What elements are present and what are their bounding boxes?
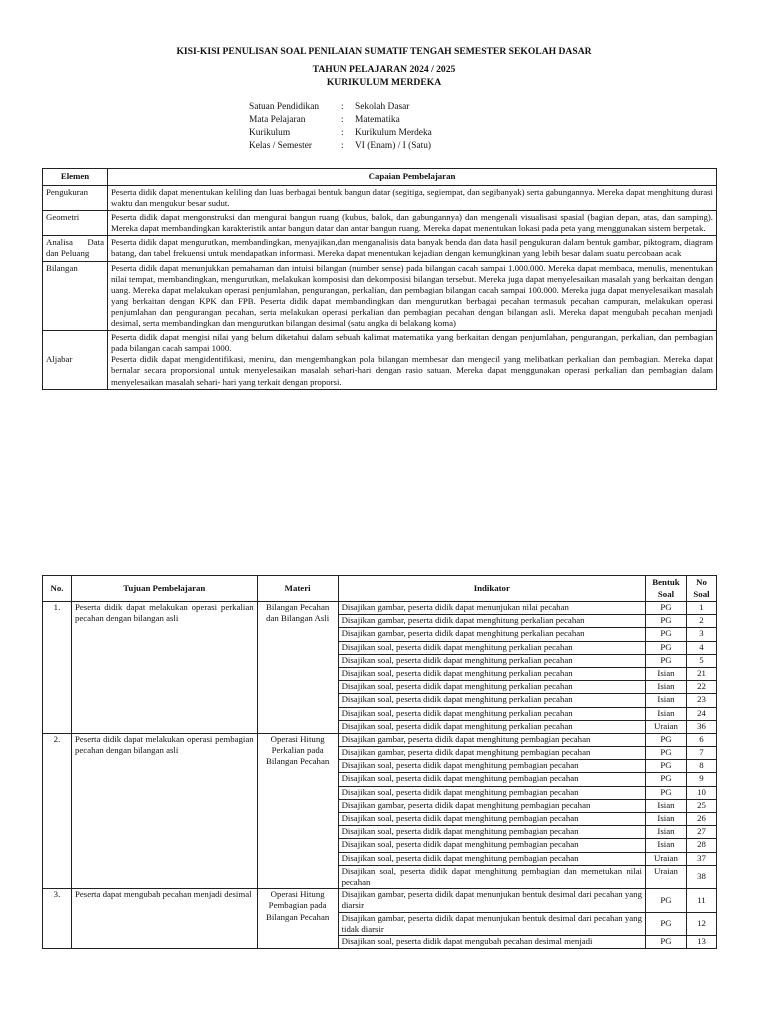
- table-row: [43, 733, 717, 746]
- bentuk-soal-cell: PG: [645, 733, 686, 746]
- indikator-cell: Disajikan soal, peserta didik dapat menghitung perkalian pecahan: [338, 641, 645, 654]
- bentuk-soal-cell: Uraian: [645, 720, 686, 733]
- bentuk-soal-cell: Uraian: [645, 865, 686, 888]
- indikator-cell: Disajikan gambar, peserta didik dapat menghitung pembagian pecahan: [338, 747, 645, 760]
- header-materi: Materi: [257, 576, 338, 602]
- meta-value: Sekolah Dasar: [355, 102, 410, 112]
- bentuk-soal-cell: PG: [645, 889, 686, 912]
- no-soal-cell: 28: [686, 839, 716, 852]
- bentuk-soal-cell: Isian: [645, 694, 686, 707]
- table-row: [43, 186, 717, 211]
- meta-row-mapel: [249, 114, 432, 127]
- indikator-cell: Disajikan soal, peserta didik dapat menghitung perkalian pecahan: [338, 681, 645, 694]
- indikator-cell: Disajikan soal, peserta didik dapat menghitung perkalian pecahan: [338, 694, 645, 707]
- indikator-cell: Disajikan gambar, peserta didik dapat menghitung pembagian pecahan: [338, 799, 645, 812]
- indikator-cell: Disajikan gambar, peserta didik dapat menunjukan bentuk desimal dari pecahan yang diarsir: [338, 889, 645, 912]
- bentuk-soal-cell: Isian: [645, 681, 686, 694]
- bentuk-soal-cell: Isian: [645, 799, 686, 812]
- tujuan-cell: Peserta didik dapat melakukan operasi pembagian pecahan dengan bilangan asli: [71, 733, 257, 888]
- tujuan-cell: Peserta didik dapat melakukan operasi perkalian pecahan dengan bilangan asli: [71, 602, 257, 734]
- indikator-cell: Disajikan gambar, peserta didik dapat menghitung pembagian pecahan: [338, 733, 645, 746]
- no-soal-cell: 11: [686, 889, 716, 912]
- capaian-cell: Peserta didik dapat menunjukkan pemahaman dan intuisi bilangan (number sense) pada bilangan cacah sampai 1.000.000. Mereka dapat membaca, menulis, menentukan nilai tempat, membandingkan, mengurutkan, melakukan komposisi dan dekomposisi bilangan tersebut. Mereka juga dapat menyelesaikan masalah yang berkaitan dengan uang. Mereka dapat melakukan operasi penjumlahan, pengurangan, perkalian, dan pembagian bilangan cacah sampai 100.000. Mereka juga dapat menyelesaikan masalah yang berkaitan dengan KPK dan FPB. Peserta didik dapat membandingkan dan mengurutkan berbagai pecahan termasuk pecahan campuran, melakukan operasi penjumlahan dan pengurangan pecahan, serta melakukan operasi perkalian dan pembagian pecahan dengan bilangan asli. Mereka dapat mengubah pecahan menjadi desimal, serta membandingkan dan mengurutkan bilangan desimal (satu angka di belakang koma): [108, 261, 717, 331]
- no-soal-cell: 12: [686, 912, 716, 935]
- meta-label: Kelas / Semester: [249, 141, 313, 152]
- no-soal-cell: 27: [686, 826, 716, 839]
- no-soal-cell: 38: [686, 865, 716, 888]
- table-row: [43, 889, 717, 912]
- no-soal-cell: 3: [686, 628, 716, 641]
- no-soal-cell: 23: [686, 694, 716, 707]
- row-number-cell: 1.: [43, 602, 72, 734]
- meta-label: Mata Pelajaran: [249, 115, 306, 126]
- row-number-cell: 3.: [43, 889, 72, 949]
- header-bentuk-soal: Bentuk Soal: [645, 576, 686, 602]
- meta-label: Satuan Pendidikan: [249, 102, 320, 112]
- table-row: [43, 602, 717, 615]
- elemen-cell: Pengukuran: [43, 186, 108, 211]
- bentuk-soal-cell: PG: [645, 628, 686, 641]
- indikator-cell: Disajikan soal, peserta didik dapat mengubah pecahan desimal menjadi: [338, 935, 645, 948]
- meta-value: VI (Enam) / I (Satu): [355, 141, 432, 152]
- header-indikator: Indikator: [338, 576, 645, 602]
- no-soal-cell: 7: [686, 747, 716, 760]
- elemen-cell: Aljabar: [43, 331, 108, 389]
- capaian-paragraph: Peserta didik dapat mengidentifikasi, meniru, dan mengembangkan pola bilangan membesar dan mengecil yang melibatkan perkalian dan pembagian. Mereka dapat bernalar secara proporsional untuk menyelesaikan masalah sehari-hari dengan rasio satuan. Mereka dapat menggunakan operasi perkalian dan pembagian dalam menyelesaikan masalah sehari- hari yang terkait dengan proporsi.: [111, 354, 713, 387]
- document-meta: [249, 101, 432, 153]
- header-elemen: Elemen: [43, 169, 108, 186]
- meta-colon: :: [341, 102, 344, 112]
- no-soal-cell: 21: [686, 667, 716, 680]
- bentuk-soal-cell: PG: [645, 935, 686, 948]
- no-soal-cell: 24: [686, 707, 716, 720]
- indikator-cell: Disajikan soal, peserta didik dapat menghitung pembagian pecahan: [338, 760, 645, 773]
- table-header-row: [43, 576, 717, 602]
- indikator-cell: Disajikan soal, peserta didik dapat menghitung perkalian pecahan: [338, 720, 645, 733]
- bentuk-soal-cell: Isian: [645, 813, 686, 826]
- elemen-cell: Geometri: [43, 211, 108, 236]
- document-title: KISI-KISI PENULISAN SOAL PENILAIAN SUMATIF TENGAH SEMESTER SEKOLAH DASAR: [176, 46, 592, 57]
- indikator-cell: Disajikan soal, peserta didik dapat menghitung pembagian pecahan: [338, 786, 645, 799]
- no-soal-cell: 6: [686, 733, 716, 746]
- table-row: [43, 236, 717, 261]
- header-no-soal: No Soal: [686, 576, 716, 602]
- meta-colon: :: [341, 141, 344, 152]
- bentuk-soal-cell: PG: [645, 615, 686, 628]
- capaian-cell: Peserta didik dapat mengonstruksi dan mengurai bangun ruang (kubus, balok, dan gabungannya) dan mengenali visualisasi spasial (bagian depan, atas, dan samping). Mereka dapat membandingkan karakteristik antar bangun datar dan antar bangun ruang. Mereka dapat menentukan lokasi pada peta yang menggunakan sistem berpetak.: [108, 211, 717, 236]
- no-soal-cell: 26: [686, 813, 716, 826]
- no-soal-cell: 5: [686, 654, 716, 667]
- tujuan-table-body: [43, 602, 717, 949]
- no-soal-cell: 2: [686, 615, 716, 628]
- indikator-cell: Disajikan soal, peserta didik dapat menghitung pembagian pecahan: [338, 826, 645, 839]
- bentuk-soal-cell: Isian: [645, 826, 686, 839]
- no-soal-cell: 4: [686, 641, 716, 654]
- bentuk-soal-cell: PG: [645, 602, 686, 615]
- materi-cell: Operasi Hitung Perkalian pada Bilangan Pecahan: [257, 733, 338, 888]
- bentuk-soal-cell: PG: [645, 654, 686, 667]
- indikator-cell: Disajikan soal, peserta didik dapat menghitung pembagian pecahan: [338, 839, 645, 852]
- bentuk-soal-cell: Uraian: [645, 852, 686, 865]
- indikator-cell: Disajikan gambar, peserta didik dapat menunjukan bentuk desimal dari pecahan yang tidak diarsir: [338, 912, 645, 935]
- no-soal-cell: 1: [686, 602, 716, 615]
- capaian-cell: Peserta didik dapat mengurutkan, membandingkan, menyajikan,dan menganalisis data banyak benda dan data hasil pengukuran dalam bentuk gambar, piktogram, diagram batang, dan tabel frekuensi untuk mendapatkan informasi. Mereka dapat menentukan kejadian dengan kemungkinan yang lebih besar dalam suatu percobaan acak: [108, 236, 717, 261]
- no-soal-cell: 10: [686, 786, 716, 799]
- elemen-cell: Analisa Data dan Peluang: [43, 236, 108, 261]
- bentuk-soal-cell: PG: [645, 773, 686, 786]
- table-row: [43, 211, 717, 236]
- meta-row-kelas: [249, 140, 432, 153]
- elemen-cell: Bilangan: [43, 261, 108, 331]
- meta-row-satuan: [249, 101, 432, 114]
- curriculum-title: KURIKULUM MERDEKA: [326, 77, 442, 88]
- indikator-cell: Disajikan soal, peserta didik dapat menghitung pembagian pecahan: [338, 773, 645, 786]
- capaian-paragraph: Peserta didik dapat mengisi nilai yang belum diketahui dalam sebuah kalimat matematika yang berkaitan dengan penjumlahan, pengurangan, perkalian, dan pembagian pada bilangan cacah sampai 1000.: [111, 332, 713, 354]
- materi-cell: Bilangan Pecahan dan Bilangan Asli: [257, 602, 338, 734]
- no-soal-cell: 22: [686, 681, 716, 694]
- meta-value: Matematika: [355, 115, 400, 126]
- materi-cell: Operasi Hitung Pembagian pada Bilangan Pecahan: [257, 889, 338, 949]
- indikator-cell: Disajikan gambar, peserta didik dapat menghitung perkalian pecahan: [338, 615, 645, 628]
- table-row: [43, 331, 717, 389]
- bentuk-soal-cell: PG: [645, 786, 686, 799]
- meta-value: Kurikulum Merdeka: [355, 128, 432, 139]
- tujuan-pembelajaran-table: [42, 575, 717, 949]
- capaian-pembelajaran-table: [42, 168, 717, 390]
- meta-row-kurikulum: [249, 127, 432, 140]
- indikator-cell: Disajikan soal, peserta didik dapat menghitung pembagian pecahan: [338, 852, 645, 865]
- indikator-cell: Disajikan soal, peserta didik dapat menghitung pembagian pecahan: [338, 813, 645, 826]
- no-soal-cell: 25: [686, 799, 716, 812]
- indikator-cell: Disajikan gambar, peserta didik dapat menunjukan nilai pecahan: [338, 602, 645, 615]
- bentuk-soal-cell: PG: [645, 747, 686, 760]
- no-soal-cell: 8: [686, 760, 716, 773]
- meta-label: Kurikulum: [249, 128, 291, 139]
- capaian-cell: Peserta didik dapat menentukan keliling dan luas berbagai bentuk bangun datar (segitiga, segiempat, dan segibanyak) serta gabungannya. Mereka dapat menghitung durasi waktu dan mengukur besar sudut.: [108, 186, 717, 211]
- tujuan-cell: Peserta dapat mengubah pecahan menjadi desimal: [71, 889, 257, 949]
- meta-colon: :: [341, 115, 344, 126]
- no-soal-cell: 37: [686, 852, 716, 865]
- header-capaian: Capaian Pembelajaran: [108, 169, 717, 186]
- indikator-cell: Disajikan soal, peserta didik dapat menghitung pembagian dan memetukan nilai pecahan: [338, 865, 645, 888]
- no-soal-cell: 13: [686, 935, 716, 948]
- bentuk-soal-cell: Isian: [645, 667, 686, 680]
- indikator-cell: Disajikan soal, peserta didik dapat menghitung perkalian pecahan: [338, 654, 645, 667]
- bentuk-soal-cell: Isian: [645, 839, 686, 852]
- no-soal-cell: 36: [686, 720, 716, 733]
- bentuk-soal-cell: PG: [645, 912, 686, 935]
- header-no: No.: [43, 576, 72, 602]
- indikator-cell: Disajikan gambar, peserta didik dapat menghitung perkalian pecahan: [338, 628, 645, 641]
- row-number-cell: 2.: [43, 733, 72, 888]
- no-soal-cell: 9: [686, 773, 716, 786]
- table-header-row: [43, 169, 717, 186]
- table-row: [43, 261, 717, 331]
- bentuk-soal-cell: Isian: [645, 707, 686, 720]
- bentuk-soal-cell: PG: [645, 641, 686, 654]
- bentuk-soal-cell: PG: [645, 760, 686, 773]
- indikator-cell: Disajikan soal, peserta didik dapat menghitung perkalian pecahan: [338, 707, 645, 720]
- indikator-cell: Disajikan soal, peserta didik dapat menghitung perkalian pecahan: [338, 667, 645, 680]
- academic-year: TAHUN PELAJARAN 2024 / 2025: [312, 64, 456, 75]
- capaian-cell: [108, 331, 717, 389]
- meta-colon: :: [341, 128, 344, 139]
- header-tujuan: Tujuan Pembelajaran: [71, 576, 257, 602]
